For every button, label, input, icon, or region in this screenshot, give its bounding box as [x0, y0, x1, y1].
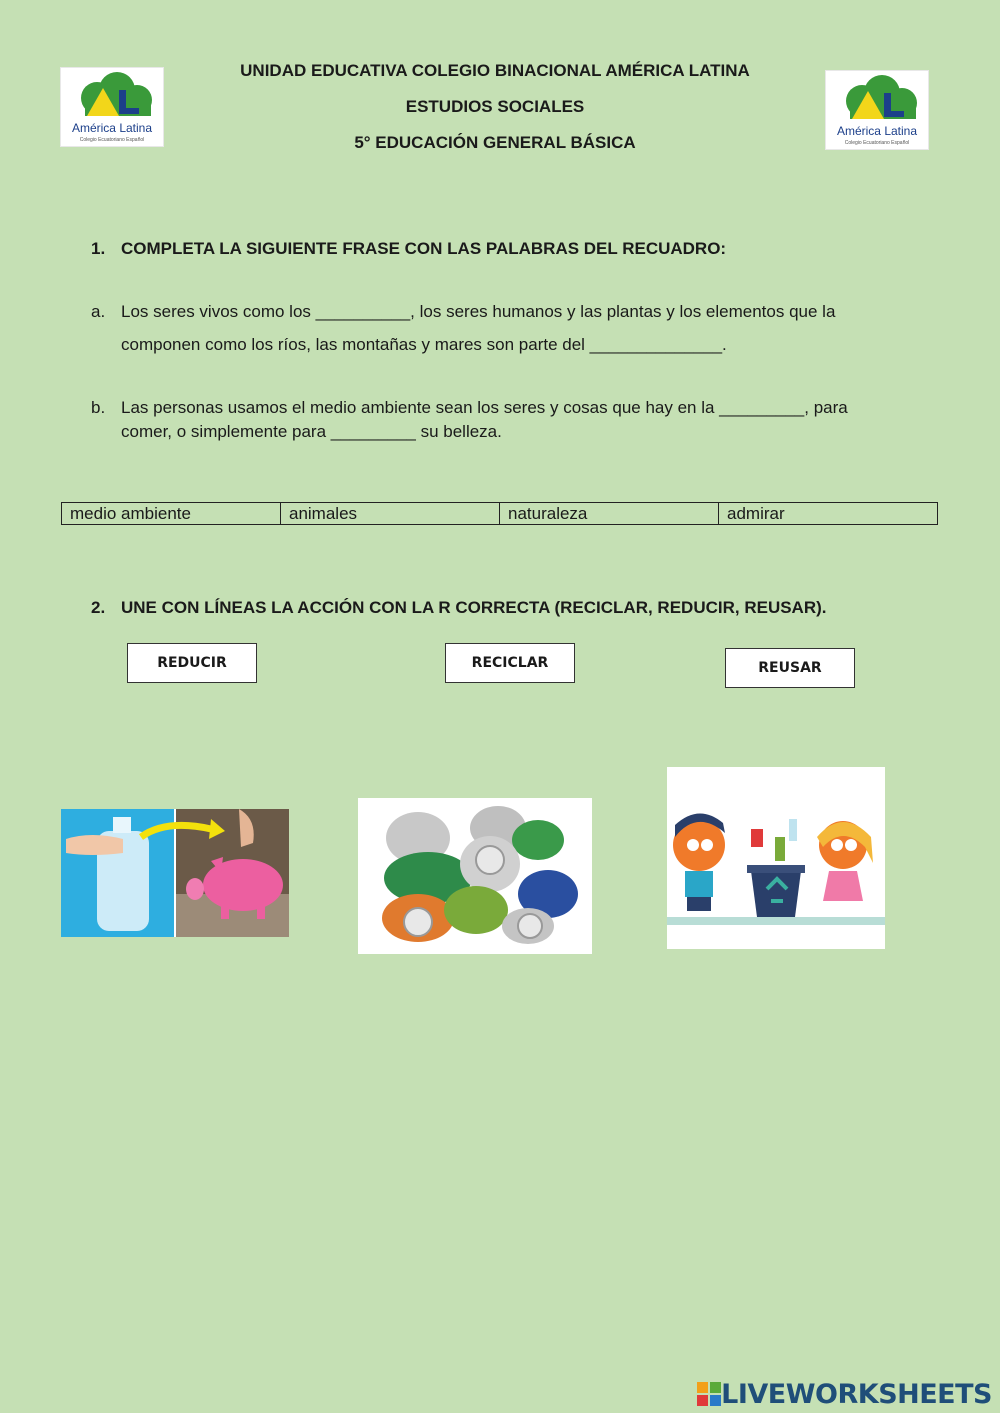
question-2-title: UNE CON LÍNEAS LA ACCIÓN CON LA R CORRECTA (RECICLAR, REDUCIR, REUSAR).: [121, 598, 827, 617]
question-1-number: 1.: [91, 239, 106, 258]
option-reducir-box[interactable]: REDUCIR: [127, 643, 257, 683]
sentence-b-label: b.: [91, 398, 106, 417]
question-1-title: COMPLETA LA SIGUIENTE FRASE CON LAS PALABRAS DEL RECUADRO:: [121, 239, 727, 258]
question-1-heading: [91, 239, 951, 261]
image-bottle-piggy-bank[interactable]: [61, 809, 289, 937]
liveworksheets-watermark: [697, 1376, 992, 1412]
sentence-a-label: a.: [91, 302, 106, 321]
logo-subtitle: Colegio Ecuatoriano Español: [844, 140, 910, 146]
option-reciclar-box[interactable]: RECICLAR: [445, 643, 575, 683]
word-bank-cell[interactable]: admirar: [719, 503, 938, 525]
sentence-b-line-1: Las personas usamos el medio ambiente sean los seres y cosas que hay en la _________, para: [121, 398, 848, 417]
liveworksheets-logo-icon: [697, 1382, 721, 1406]
logo-name: América Latina: [71, 121, 153, 135]
word-bank-cell[interactable]: medio ambiente: [62, 503, 281, 525]
image-crushed-cans[interactable]: [358, 798, 592, 954]
sentence-a: [91, 300, 971, 360]
question-2-heading: [91, 598, 951, 620]
logo-name: América Latina: [836, 124, 918, 138]
question-2-number: 2.: [91, 598, 106, 617]
liveworksheets-wordmark: LIVEWORKSHEETS: [721, 1378, 992, 1410]
subject-title: ESTUDIOS SOCIALES: [405, 97, 585, 116]
option-reusar-box[interactable]: REUSAR: [725, 648, 855, 688]
sentence-a-line-1: Los seres vivos como los __________, los seres humanos y las plantas y los elementos que la: [121, 302, 836, 321]
word-bank-cell[interactable]: naturaleza: [500, 503, 719, 525]
grade-title: 5° EDUCACIÓN GENERAL BÁSICA: [354, 133, 636, 152]
word-bank-row: [62, 503, 938, 525]
image-kids-recycling[interactable]: [667, 767, 885, 949]
sentence-b: [91, 396, 971, 446]
sentence-b-line-2: comer, o simplemente para _________ su belleza.: [121, 422, 502, 441]
sentence-a-line-2: componen como los ríos, las montañas y mares son parte del ______________.: [121, 335, 727, 354]
logo-subtitle: Colegio Ecuatoriano Español: [79, 137, 145, 143]
word-bank-table: [61, 502, 938, 525]
word-bank-cell[interactable]: animales: [281, 503, 500, 525]
school-name: UNIDAD EDUCATIVA COLEGIO BINACIONAL AMÉRICA LATINA: [240, 61, 750, 80]
